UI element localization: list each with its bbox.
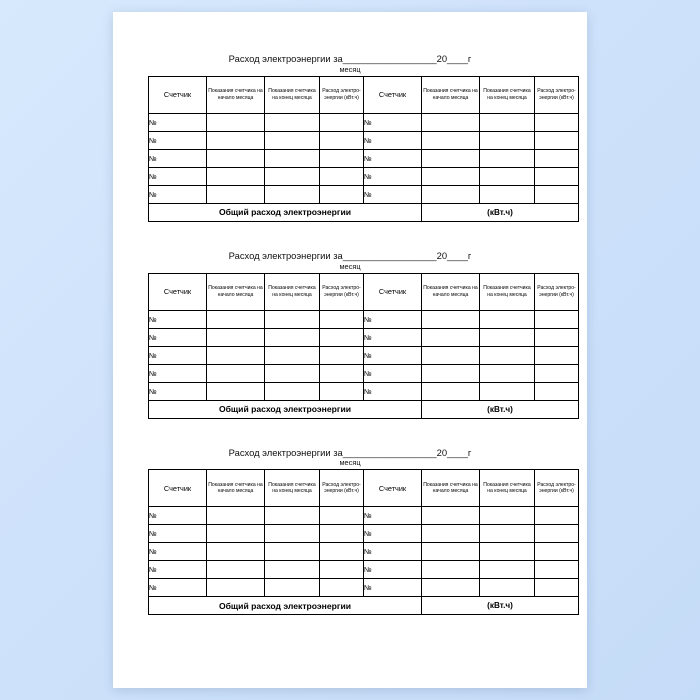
column-header-end-right: Показания счетчика на конец месяца [480, 273, 535, 310]
block-subtitle: месяц [339, 458, 361, 468]
column-header-counter-right: Счетчик [364, 273, 422, 310]
total-row [149, 597, 579, 615]
column-header-counter-left: Счетчик [149, 76, 207, 113]
row-usage-left[interactable] [320, 310, 364, 328]
row-end-right[interactable] [480, 382, 535, 400]
column-header-usage-right: Расход электро-энергии (кВт.ч) [535, 470, 579, 507]
column-header-start-left: Показания счетчика на начало месяца [207, 273, 265, 310]
column-header-start-left: Показания счетчика на начало месяца [207, 470, 265, 507]
row-usage-left[interactable] [320, 364, 364, 382]
row-usage-right[interactable] [535, 185, 579, 203]
row-usage-right[interactable] [535, 543, 579, 561]
row-usage-left[interactable] [320, 382, 364, 400]
row-end-left[interactable] [265, 543, 320, 561]
row-counter-right[interactable]: № [364, 328, 422, 346]
total-label: Общий расход электроэнергии [149, 400, 422, 418]
row-start-right[interactable] [422, 185, 480, 203]
row-end-left[interactable] [265, 382, 320, 400]
row-end-right[interactable] [480, 167, 535, 185]
row-counter-right[interactable]: № [364, 525, 422, 543]
row-usage-left[interactable] [320, 131, 364, 149]
row-end-left[interactable] [265, 310, 320, 328]
column-header-start-right: Показания счетчика на начало месяца [422, 470, 480, 507]
table-header-row [149, 470, 579, 507]
row-counter-left[interactable]: № [149, 113, 207, 131]
row-counter-left[interactable]: № [149, 328, 207, 346]
energy-table [148, 469, 579, 615]
row-end-right[interactable] [480, 346, 535, 364]
block-title: Расход электроэнергии за__________________20____г [228, 249, 472, 261]
table-row [149, 382, 579, 400]
row-end-right[interactable] [480, 310, 535, 328]
row-start-right[interactable] [422, 507, 480, 525]
row-start-right[interactable] [422, 525, 480, 543]
row-counter-left[interactable]: № [149, 561, 207, 579]
table-row [149, 167, 579, 185]
row-counter-left[interactable]: № [149, 525, 207, 543]
row-end-right[interactable] [480, 525, 535, 543]
row-start-right[interactable] [422, 346, 480, 364]
row-counter-right[interactable]: № [364, 382, 422, 400]
column-header-usage-left: Расход электро-энергии (кВт.ч) [320, 76, 364, 113]
column-header-usage-right: Расход электро-энергии (кВт.ч) [535, 76, 579, 113]
row-usage-right[interactable] [535, 310, 579, 328]
row-end-left[interactable] [265, 561, 320, 579]
column-header-end-right: Показания счетчика на конец месяца [480, 76, 535, 113]
row-usage-left[interactable] [320, 507, 364, 525]
energy-table-block-1 [148, 53, 576, 222]
column-header-counter-left: Счетчик [149, 470, 207, 507]
row-start-left[interactable] [207, 310, 265, 328]
table-row [149, 364, 579, 382]
energy-table-block-3 [148, 446, 576, 616]
row-usage-right[interactable] [535, 167, 579, 185]
table-row [149, 131, 579, 149]
row-usage-left[interactable] [320, 525, 364, 543]
energy-table [148, 273, 579, 419]
row-counter-left[interactable]: № [149, 507, 207, 525]
row-end-right[interactable] [480, 507, 535, 525]
row-counter-left[interactable]: № [149, 185, 207, 203]
row-end-right[interactable] [480, 113, 535, 131]
row-counter-right[interactable]: № [364, 113, 422, 131]
row-counter-left[interactable]: № [149, 579, 207, 597]
row-usage-right[interactable] [535, 561, 579, 579]
row-start-left[interactable] [207, 525, 265, 543]
row-start-left[interactable] [207, 543, 265, 561]
row-usage-left[interactable] [320, 167, 364, 185]
table-row [149, 579, 579, 597]
row-start-left[interactable] [207, 185, 265, 203]
column-header-end-left: Показания счетчика на конец месяца [265, 470, 320, 507]
row-start-right[interactable] [422, 543, 480, 561]
row-usage-right[interactable] [535, 364, 579, 382]
block-subtitle: месяц [339, 261, 361, 271]
row-usage-right[interactable] [535, 149, 579, 167]
row-usage-left[interactable] [320, 185, 364, 203]
row-usage-left[interactable] [320, 346, 364, 364]
row-counter-right[interactable]: № [364, 131, 422, 149]
row-start-right[interactable] [422, 131, 480, 149]
column-header-end-left: Показания счетчика на конец месяца [265, 273, 320, 310]
row-start-left[interactable] [207, 346, 265, 364]
row-end-right[interactable] [480, 561, 535, 579]
row-end-left[interactable] [265, 507, 320, 525]
row-end-left[interactable] [265, 579, 320, 597]
row-end-left[interactable] [265, 149, 320, 167]
energy-table-block-2 [148, 249, 576, 419]
row-counter-left[interactable]: № [149, 382, 207, 400]
table-row [149, 561, 579, 579]
row-end-right[interactable] [480, 364, 535, 382]
column-header-start-right: Показания счетчика на начало месяца [422, 76, 480, 113]
row-start-right[interactable] [422, 149, 480, 167]
row-counter-left[interactable]: № [149, 364, 207, 382]
table-header-row [149, 273, 579, 310]
row-counter-left[interactable]: № [149, 310, 207, 328]
row-counter-right[interactable]: № [364, 543, 422, 561]
row-usage-right[interactable] [535, 131, 579, 149]
table-header-row [149, 76, 579, 113]
row-start-left[interactable] [207, 364, 265, 382]
row-counter-right[interactable]: № [364, 185, 422, 203]
row-usage-left[interactable] [320, 579, 364, 597]
row-start-right[interactable] [422, 579, 480, 597]
row-usage-right[interactable] [535, 382, 579, 400]
table-row [149, 346, 579, 364]
row-start-right[interactable] [422, 167, 480, 185]
row-end-right[interactable] [480, 579, 535, 597]
row-usage-right[interactable] [535, 525, 579, 543]
row-counter-left[interactable]: № [149, 543, 207, 561]
total-unit: (кВт.ч) [422, 400, 579, 418]
energy-table [148, 76, 579, 222]
row-start-left[interactable] [207, 382, 265, 400]
row-end-right[interactable] [480, 149, 535, 167]
row-counter-left[interactable]: № [149, 149, 207, 167]
row-usage-left[interactable] [320, 149, 364, 167]
table-row [149, 185, 579, 203]
column-header-end-left: Показания счетчика на конец месяца [265, 76, 320, 113]
total-unit: (кВт.ч) [422, 203, 579, 221]
row-end-left[interactable] [265, 113, 320, 131]
block-title: Расход электроэнергии за__________________20____г [228, 53, 472, 64]
row-start-left[interactable] [207, 167, 265, 185]
row-end-left[interactable] [265, 525, 320, 543]
column-header-counter-left: Счетчик [149, 273, 207, 310]
row-end-right[interactable] [480, 185, 535, 203]
row-usage-right[interactable] [535, 113, 579, 131]
row-counter-right[interactable]: № [364, 364, 422, 382]
document-sheet [113, 12, 587, 688]
column-header-start-right: Показания счетчика на начало месяца [422, 273, 480, 310]
row-start-right[interactable] [422, 382, 480, 400]
table-row [149, 149, 579, 167]
row-counter-right[interactable]: № [364, 579, 422, 597]
table-row [149, 328, 579, 346]
row-end-left[interactable] [265, 131, 320, 149]
block-subtitle: месяц [339, 64, 361, 74]
row-end-left[interactable] [265, 185, 320, 203]
row-start-left[interactable] [207, 131, 265, 149]
row-usage-left[interactable] [320, 113, 364, 131]
total-label: Общий расход электроэнергии [149, 203, 422, 221]
row-usage-right[interactable] [535, 579, 579, 597]
row-counter-left[interactable]: № [149, 167, 207, 185]
total-row [149, 203, 579, 221]
row-start-left[interactable] [207, 579, 265, 597]
row-counter-right[interactable]: № [364, 507, 422, 525]
table-row [149, 310, 579, 328]
row-start-left[interactable] [207, 113, 265, 131]
row-start-right[interactable] [422, 310, 480, 328]
row-end-right[interactable] [480, 328, 535, 346]
row-counter-left[interactable]: № [149, 346, 207, 364]
row-start-left[interactable] [207, 507, 265, 525]
block-title: Расход электроэнергии за__________________20____г [228, 446, 472, 458]
row-end-right[interactable] [480, 543, 535, 561]
table-row [149, 113, 579, 131]
row-counter-right[interactable]: № [364, 561, 422, 579]
row-usage-right[interactable] [535, 346, 579, 364]
row-end-right[interactable] [480, 131, 535, 149]
row-counter-right[interactable]: № [364, 346, 422, 364]
row-start-left[interactable] [207, 149, 265, 167]
row-usage-right[interactable] [535, 507, 579, 525]
table-row [149, 507, 579, 525]
row-counter-right[interactable]: № [364, 149, 422, 167]
table-row [149, 543, 579, 561]
column-header-usage-right: Расход электро-энергии (кВт.ч) [535, 273, 579, 310]
table-row [149, 525, 579, 543]
row-counter-right[interactable]: № [364, 310, 422, 328]
row-end-left[interactable] [265, 167, 320, 185]
row-start-right[interactable] [422, 328, 480, 346]
row-usage-left[interactable] [320, 328, 364, 346]
column-header-usage-left: Расход электро-энергии (кВт.ч) [320, 470, 364, 507]
row-end-left[interactable] [265, 364, 320, 382]
row-start-right[interactable] [422, 561, 480, 579]
row-counter-right[interactable]: № [364, 167, 422, 185]
column-header-counter-right: Счетчик [364, 470, 422, 507]
document-content [148, 53, 576, 644]
total-unit: (кВт.ч) [422, 597, 579, 615]
row-start-left[interactable] [207, 328, 265, 346]
row-usage-right[interactable] [535, 328, 579, 346]
total-label: Общий расход электроэнергии [149, 597, 422, 615]
row-start-right[interactable] [422, 113, 480, 131]
row-start-left[interactable] [207, 561, 265, 579]
row-end-left[interactable] [265, 328, 320, 346]
row-end-left[interactable] [265, 346, 320, 364]
column-header-start-left: Показания счетчика на начало месяца [207, 76, 265, 113]
row-counter-left[interactable]: № [149, 131, 207, 149]
row-usage-left[interactable] [320, 543, 364, 561]
column-header-end-right: Показания счетчика на конец месяца [480, 470, 535, 507]
column-header-usage-left: Расход электро-энергии (кВт.ч) [320, 273, 364, 310]
row-start-right[interactable] [422, 364, 480, 382]
column-header-counter-right: Счетчик [364, 76, 422, 113]
total-row [149, 400, 579, 418]
row-usage-left[interactable] [320, 561, 364, 579]
